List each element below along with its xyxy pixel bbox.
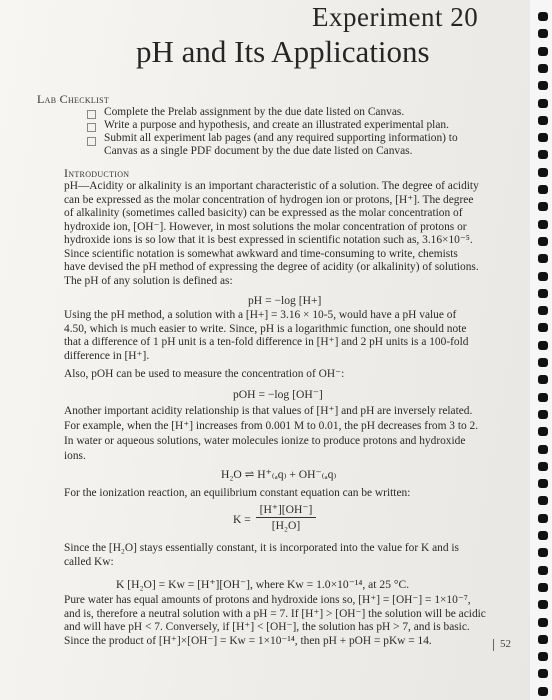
paragraph-line: Since the product of [H⁺]×[OH⁻] = Kw = 1×10⁻¹⁴, then pH + pOH = pKw = 14. [64, 634, 432, 647]
paragraph-line: and will have pH < 7. Conversely, if [H⁺] < [OH⁻], the solution has pH > 7, and is basic. [64, 621, 470, 633]
paragraph-line: Since the [H₂O] stays essentially constant, it is incorporated into the value for K and is [64, 542, 459, 554]
binding-hole [538, 410, 548, 419]
checklist-item: Write a purpose and hypothesis, and create an illustrated experimental plan. [104, 119, 449, 131]
kw-equation: K [H₂O] = Kw = [H⁺][OH⁻], where Kw = 1.0×10⁻¹⁴, at 25 °C. [116, 578, 410, 591]
intro-paragraph-5: For the ionization reaction, an equilibrium constant equation can be written: [64, 487, 411, 499]
paragraph-line: and is, therefore a neutral solution with a pH = 7. If [H⁺] > [OH⁻] the solution will be acidic [64, 607, 486, 620]
binding-hole [538, 116, 548, 125]
checklist-item: Complete the Prelab assignment by the due date listed on Canvas. [104, 106, 405, 118]
checklist-heading: Lab Checklist [37, 92, 110, 106]
page-number-divider [493, 639, 494, 651]
binding-hole [538, 323, 548, 332]
binding-hole [538, 81, 548, 90]
paragraph-line: Since scientific notation is somewhat awkward and time-consuming to write, chemists [64, 247, 458, 260]
k-equation-fraction [256, 502, 316, 532]
binding-hole [538, 185, 548, 194]
binding-hole [538, 99, 548, 108]
paragraph-line: hydroxide ion, [OH⁻]. However, in most solutions the molar concentration of protons or [64, 220, 467, 233]
binding-hole [538, 341, 548, 350]
binding-hole [538, 289, 548, 298]
checkbox-prelab[interactable] [87, 110, 96, 119]
binding-hole [538, 462, 548, 471]
paragraph-line: have devised the pH method of expressing the degree of acidity (or alkalinity) of solutions. [64, 261, 479, 273]
binding-hole [538, 220, 548, 229]
binding-hole [538, 618, 548, 627]
binding-hole [538, 168, 548, 177]
binding-hole [538, 12, 548, 21]
paragraph-line: ions. [64, 450, 86, 462]
introduction-heading: Introduction [64, 166, 130, 180]
binding-hole [538, 531, 548, 540]
k-equation-denominator: [H₂O] [271, 519, 301, 532]
binding-hole [538, 669, 548, 678]
binding-hole [538, 600, 548, 609]
paragraph-line: of alkalinity (sometimes called basicity) can be expressed as the molar concentration of [64, 207, 463, 219]
binding-hole [538, 150, 548, 159]
binding-hole [538, 375, 548, 384]
binding-hole [538, 635, 548, 644]
binding-hole [538, 306, 548, 315]
paragraph-line: that a difference of 1 pH unit is a ten-fold difference in [H⁺] and 2 pH units is a 100-fold [64, 336, 469, 348]
binding-hole [538, 514, 548, 523]
binding-hole [538, 445, 548, 454]
binding-hole [538, 202, 548, 211]
paragraph-line: In water or aqueous solutions, water molecules ionize to produce protons and hydroxide [64, 435, 466, 447]
binding-hole [538, 237, 548, 246]
paragraph-line: Another important acidity relationship is that values of [H⁺] and pH are inversely related. [64, 405, 473, 417]
binding-hole [538, 583, 548, 592]
k-equation-left: K = [233, 513, 251, 526]
paragraph-line: For example, when the [H⁺] increases from 0.001 M to 0.01, the pH decreases from 3 to 2. [64, 420, 479, 432]
binding-hole [538, 393, 548, 402]
binding-hole [538, 254, 548, 263]
ionization-equation: H₂O ⇌ H⁺₍ₐq₎ + OH⁻₍ₐq₎ [221, 468, 337, 481]
fraction-bar [256, 517, 316, 518]
paragraph-line: difference in [H⁺]. [64, 349, 150, 362]
paragraph-line: Pure water has equal amounts of protons and hydroxide ions so, [H⁺] = [OH⁻] = 1×10⁻⁷, [64, 594, 471, 606]
checkbox-submit[interactable] [87, 137, 96, 146]
intro-paragraph-3: Also, pOH can be used to measure the concentration of OH⁻: [64, 368, 345, 380]
paragraph-line: hydroxide ions is so low that it is best expressed in scientific notation such as, 3.16×10⁻⁵. [64, 234, 473, 246]
k-equation-numerator: [H⁺][OH⁻] [259, 503, 313, 516]
binding-hole [538, 479, 548, 488]
checklist-item: Submit all experiment lab pages (and any required supporting information) to [104, 132, 458, 144]
paragraph-line: called Kw: [64, 555, 114, 568]
poh-equation: pOH = −log [OH⁻] [233, 388, 323, 401]
checkbox-purpose[interactable] [87, 123, 96, 132]
binding-hole [538, 64, 548, 73]
binding-hole [538, 496, 548, 505]
binding-hole [538, 47, 548, 56]
paragraph-line: The pH of any solution is defined as: [64, 274, 233, 287]
binding-hole [538, 566, 548, 575]
paragraph-line: can be expressed as the molar concentration of hydrogen ion or protons, [H⁺]. The degree [64, 193, 474, 206]
paragraph-line: 4.50, which is much easier to write. Since, pH is a logarithmic function, one should note [64, 322, 467, 335]
spiral-binding [530, 0, 552, 700]
paragraph-line: Using the pH method, a solution with a [H+] = 3.16 × 10-5, would have a pH value of [64, 309, 457, 321]
experiment-number: Experiment 20 [312, 2, 479, 32]
binding-hole [538, 652, 548, 661]
binding-hole [538, 687, 548, 696]
paragraph-line: pH—Acidity or alkalinity is an important characteristic of a solution. The degree of acidity [64, 180, 479, 192]
binding-hole [538, 358, 548, 367]
checklist-item-continued: Canvas as a single PDF document by the due date listed on Canvas. [104, 145, 413, 157]
binding-hole [538, 272, 548, 281]
page-number: 52 [500, 638, 511, 650]
binding-hole [538, 133, 548, 142]
binding-hole [538, 548, 548, 557]
ph-equation: pH = −log [H+] [248, 294, 322, 307]
binding-hole [538, 29, 548, 38]
binding-hole [538, 427, 548, 436]
page-title: pH and Its Applications [136, 34, 430, 69]
